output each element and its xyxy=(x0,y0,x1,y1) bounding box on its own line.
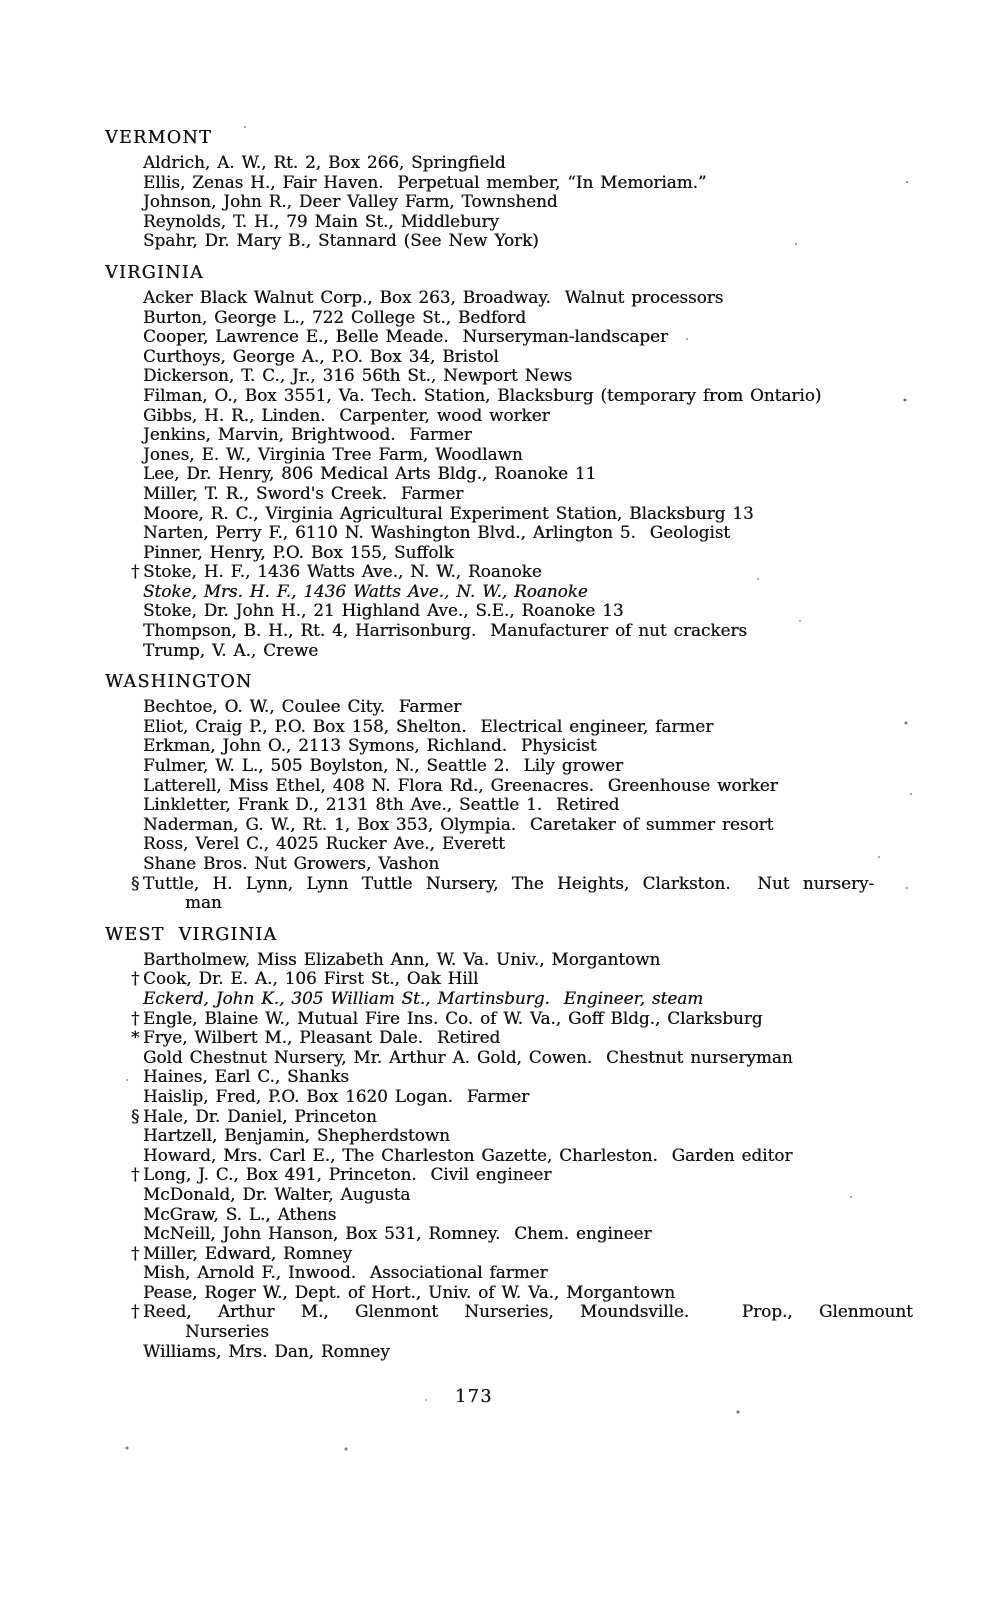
directory-entry xyxy=(105,621,942,641)
entry-text: Johnson, John R., Deer Valley Farm, Townshend xyxy=(143,191,558,212)
entry-list xyxy=(105,950,942,1361)
entry-text: Reynolds, T. H., 79 Main St., Middlebury xyxy=(143,210,499,231)
directory-entry xyxy=(105,1009,942,1029)
directory-entry xyxy=(105,153,942,173)
entry-text: Hale, Dr. Daniel, Princeton xyxy=(143,1105,377,1126)
entry-text: McDonald, Dr. Walter, Augusta xyxy=(143,1183,411,1204)
state-section xyxy=(105,263,942,660)
entry-text: Erkman, John O., 2113 Symons, Richland. Physicist xyxy=(143,735,597,756)
entry-text: Jenkins, Marvin, Brightwood. Farmer xyxy=(143,424,472,445)
entry-text: McNeill, John Hanson, Box 531, Romney. Chem. engineer xyxy=(143,1223,652,1244)
directory-entry xyxy=(105,1146,942,1166)
entry-text: Narten, Perry F., 6110 N. Washington Blvd., Arlington 5. Geologist xyxy=(143,522,731,543)
membership-symbol-icon: † xyxy=(131,1007,140,1028)
entry-text: Eckerd, John K., 305 William St., Martinsburg. Engineer, steam xyxy=(143,987,704,1008)
directory-entry xyxy=(105,543,942,563)
entry-list xyxy=(105,153,942,251)
entry-text: Haislip, Fred, P.O. Box 1620 Logan. Farmer xyxy=(143,1085,530,1106)
scan-specks xyxy=(0,0,2,2)
directory-entry xyxy=(105,776,942,796)
directory-entry xyxy=(105,874,942,913)
directory-entry xyxy=(105,445,942,465)
directory-entry xyxy=(105,523,942,543)
entry-text: Miller, Edward, Romney xyxy=(143,1242,352,1263)
entry-text: Thompson, B. H., Rt. 4, Harrisonburg. Manufacturer of nut crackers xyxy=(143,620,748,641)
directory-entry xyxy=(105,989,942,1009)
state-heading: VIRGINIA xyxy=(105,262,204,283)
entry-text: Gold Chestnut Nursery, Mr. Arthur A. Gold, Cowen. Chestnut nurseryman xyxy=(143,1046,793,1067)
directory-entry xyxy=(105,854,942,874)
entry-text: Shane Bros. Nut Growers, Vashon xyxy=(143,853,440,873)
directory-entry xyxy=(105,366,942,386)
entry-text: Miller, T. R., Sword's Creek. Farmer xyxy=(143,482,464,503)
entry-text: Gibbs, H. R., Linden. Carpenter, wood worker xyxy=(143,404,550,425)
page-number: 173 xyxy=(455,1387,493,1408)
membership-symbol-icon: § xyxy=(131,1105,140,1126)
directory-entry xyxy=(105,406,942,426)
entry-text: Linkletter, Frank D., 2131 8th Ave., Seattle 1. Retired xyxy=(143,794,620,815)
membership-symbol-icon: § xyxy=(131,872,140,893)
entry-continuation: Nurseries xyxy=(185,1321,269,1342)
entry-text: Hartzell, Benjamin, Shepherdstown xyxy=(143,1125,450,1146)
entry-text: Moore, R. C., Virginia Agricultural Experiment Station, Blacksburg 13 xyxy=(143,502,754,523)
entry-text: Stoke, Dr. John H., 21 Highland Ave., S.E., Roanoke 13 xyxy=(143,600,624,621)
directory-entry xyxy=(105,1107,942,1127)
entry-text: Spahr, Dr. Mary B., Stannard (See New York) xyxy=(143,230,539,251)
entry-text: McGraw, S. L., Athens xyxy=(143,1203,337,1224)
directory-entry xyxy=(105,1165,942,1185)
directory-entry xyxy=(105,327,942,347)
entry-text: Bechtoe, O. W., Coulee City. Farmer xyxy=(143,696,462,717)
entry-list xyxy=(105,697,942,913)
entry-text: Naderman, G. W., Rt. 1, Box 353, Olympia. Caretaker of summer resort xyxy=(143,813,774,834)
entry-text: Engle, Blaine W., Mutual Fire Ins. Co. of W. Va., Goff Bldg., Clarksburg xyxy=(143,1007,763,1028)
directory-entry xyxy=(105,1185,942,1205)
directory-entry xyxy=(105,1205,942,1225)
directory-entry xyxy=(105,192,942,212)
entry-text: Reed, Arthur M., Glenmont Nurseries, Moundsville. Prop., Glenmount xyxy=(143,1301,913,1322)
membership-symbol-icon: † xyxy=(131,968,140,989)
directory-entry xyxy=(105,425,942,445)
directory-entry xyxy=(105,717,942,737)
entry-continuation: man xyxy=(185,892,222,913)
entry-text: Howard, Mrs. Carl E., The Charleston Gazette, Charleston. Garden editor xyxy=(143,1144,793,1165)
entry-list xyxy=(105,288,942,660)
state-sections xyxy=(105,128,942,1361)
entry-text: Pinner, Henry, P.O. Box 155, Suffolk xyxy=(143,541,454,562)
entry-text: Ross, Verel C., 4025 Rucker Ave., Everett xyxy=(143,833,505,854)
directory-entry xyxy=(105,969,942,989)
directory-entry xyxy=(105,1263,942,1283)
directory-entry xyxy=(105,1224,942,1244)
directory-entry xyxy=(105,231,942,251)
directory-entry xyxy=(105,641,942,661)
directory-entry xyxy=(105,484,942,504)
directory-entry xyxy=(105,1087,942,1107)
entry-text: Acker Black Walnut Corp., Box 263, Broadway. Walnut processors xyxy=(143,286,724,307)
directory-entry xyxy=(105,464,942,484)
directory-entry xyxy=(105,1126,942,1146)
directory-entry xyxy=(105,504,942,524)
entry-text: Tuttle, H. Lynn, Lynn Tuttle Nursery, The Heights, Clarkston. Nut nursery- xyxy=(143,872,875,893)
directory-entry xyxy=(105,1283,942,1303)
directory-entry xyxy=(105,1067,942,1087)
directory-entry xyxy=(105,1342,942,1362)
directory-entry xyxy=(105,562,942,582)
directory-entry xyxy=(105,815,942,835)
entry-text: Ellis, Zenas H., Fair Haven. Perpetual member, “In Memoriam.” xyxy=(143,171,707,192)
entry-text: Lee, Dr. Henry, 806 Medical Arts Bldg., Roanoke 11 xyxy=(143,463,597,484)
state-heading: VERMONT xyxy=(105,128,212,148)
entry-text: Mish, Arnold F., Inwood. Associational farmer xyxy=(143,1262,548,1283)
membership-symbol-icon: * xyxy=(131,1027,140,1048)
entry-text: Bartholmew, Miss Elizabeth Ann, W. Va. Univ., Morgantown xyxy=(143,948,661,969)
entry-text: Pease, Roger W., Dept. of Hort., Univ. of W. Va., Morgantown xyxy=(143,1281,676,1302)
membership-symbol-icon: † xyxy=(131,561,140,582)
membership-symbol-icon: † xyxy=(131,1164,140,1185)
directory-entry xyxy=(105,1028,942,1048)
directory-entry xyxy=(105,386,942,406)
entry-text: Burton, George L., 722 College St., Bedford xyxy=(143,306,527,327)
entry-text: Jones, E. W., Virginia Tree Farm, Woodlawn xyxy=(143,443,523,464)
state-heading: WEST VIRGINIA xyxy=(105,924,278,945)
directory-entry xyxy=(105,1048,942,1068)
entry-text: Curthoys, George A., P.O. Box 34, Bristol xyxy=(143,345,499,366)
entry-text: Haines, Earl C., Shanks xyxy=(143,1066,349,1087)
directory-entry xyxy=(105,834,942,854)
entry-text: Long, J. C., Box 491, Princeton. Civil engineer xyxy=(143,1164,552,1185)
directory-entry xyxy=(105,582,942,602)
directory-entry xyxy=(105,308,942,328)
membership-symbol-icon: † xyxy=(131,1301,140,1322)
membership-symbol-icon: † xyxy=(131,1242,140,1263)
entry-text: Williams, Mrs. Dan, Romney xyxy=(143,1340,390,1361)
state-heading: WASHINGTON xyxy=(105,672,253,693)
directory-entry xyxy=(105,756,942,776)
directory-entry xyxy=(105,736,942,756)
entry-text: Cooper, Lawrence E., Belle Meade. Nurseryman-landscaper xyxy=(143,326,668,347)
entry-text: Stoke, Mrs. H. F., 1436 Watts Ave., N. W., Roanoke xyxy=(143,580,588,601)
entry-text: Filman, O., Box 3551, Va. Tech. Station, Blacksburg (temporary from Ontario) xyxy=(143,384,822,405)
directory-entry xyxy=(105,288,942,308)
entry-text: Frye, Wilbert M., Pleasant Dale. Retired xyxy=(143,1027,501,1048)
directory-entry xyxy=(105,601,942,621)
directory-entry xyxy=(105,1244,942,1264)
entry-text: Trump, V. A., Crewe xyxy=(143,639,319,660)
directory-content xyxy=(105,128,942,1407)
directory-entry xyxy=(105,795,942,815)
directory-entry xyxy=(105,950,942,970)
state-section xyxy=(105,925,942,1361)
entry-text: Dickerson, T. C., Jr., 316 56th St., Newport News xyxy=(143,365,573,386)
entry-text: Fulmer, W. L., 505 Boylston, N., Seattle 2. Lily grower xyxy=(143,755,623,776)
entry-text: Latterell, Miss Ethel, 408 N. Flora Rd., Greenacres. Greenhouse worker xyxy=(143,774,778,795)
directory-entry xyxy=(105,697,942,717)
directory-entry xyxy=(105,212,942,232)
entry-text: Aldrich, A. W., Rt. 2, Box 266, Springfield xyxy=(143,152,506,172)
directory-entry xyxy=(105,1302,942,1341)
directory-entry xyxy=(105,347,942,367)
entry-text: Cook, Dr. E. A., 106 First St., Oak Hill xyxy=(143,968,479,989)
state-section xyxy=(105,128,942,251)
state-section xyxy=(105,672,942,913)
entry-text: Eliot, Craig P., P.O. Box 158, Shelton. Electrical engineer, farmer xyxy=(143,715,714,736)
directory-entry xyxy=(105,173,942,193)
entry-text: Stoke, H. F., 1436 Watts Ave., N. W., Roanoke xyxy=(143,561,542,582)
